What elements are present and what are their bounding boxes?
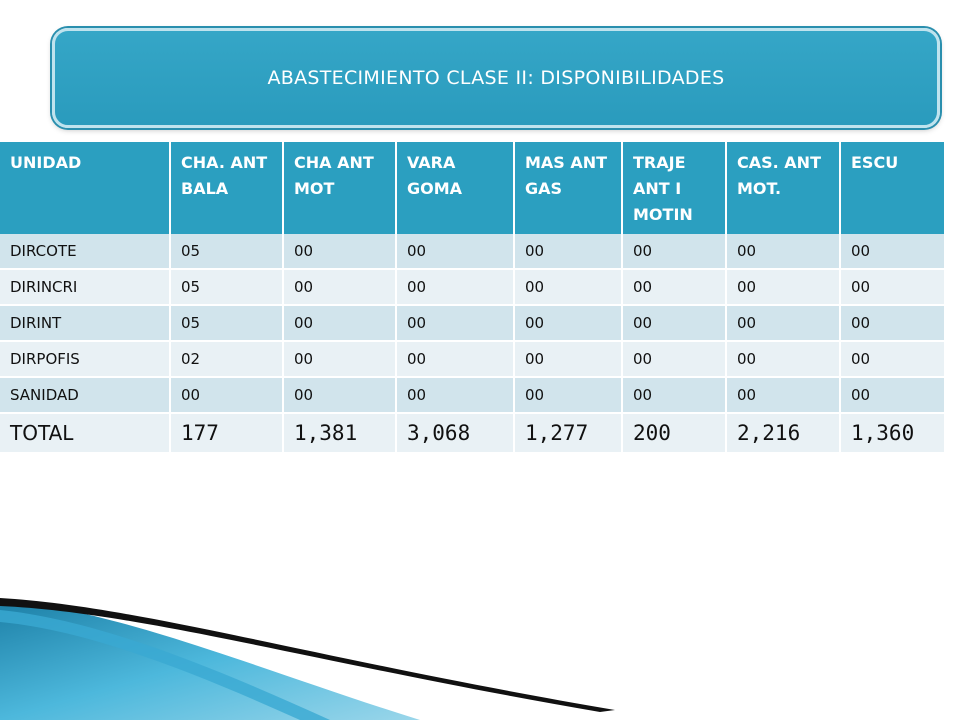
value-cell: 00: [283, 341, 396, 377]
table-row: [0, 269, 944, 305]
header-cell-escu: ESCU: [840, 142, 944, 234]
value-cell: 00: [622, 269, 726, 305]
total-value: 3,068: [396, 413, 514, 453]
value-cell: 00: [283, 377, 396, 413]
value-cell: 00: [840, 269, 944, 305]
value-cell: 00: [514, 234, 622, 269]
unit-cell: DIRPOFIS: [0, 341, 170, 377]
value-cell: 00: [514, 305, 622, 341]
total-value: 177: [170, 413, 283, 453]
header-cell-vara-goma: VARA GOMA: [396, 142, 514, 234]
value-cell: 00: [622, 234, 726, 269]
title-banner: [52, 28, 940, 128]
value-cell: 00: [283, 234, 396, 269]
value-cell: 00: [726, 341, 840, 377]
value-cell: 00: [396, 269, 514, 305]
table-row: [0, 377, 944, 413]
value-cell: 00: [514, 377, 622, 413]
table-row: [0, 234, 944, 269]
table-row: [0, 341, 944, 377]
total-value: 2,216: [726, 413, 840, 453]
table-row: [0, 305, 944, 341]
header-row: [0, 142, 944, 234]
value-cell: 00: [726, 377, 840, 413]
value-cell: 05: [170, 305, 283, 341]
decorative-swoosh: [0, 560, 620, 720]
unit-cell: DIRINCRI: [0, 269, 170, 305]
availability-table: [0, 142, 944, 454]
value-cell: 00: [283, 269, 396, 305]
value-cell: 00: [396, 305, 514, 341]
value-cell: 00: [622, 305, 726, 341]
header-cell-traje-ant-motin: TRAJE ANT I MOTIN: [622, 142, 726, 234]
value-cell: 00: [840, 305, 944, 341]
header-cell-unidad: UNIDAD: [0, 142, 170, 234]
total-value: 200: [622, 413, 726, 453]
unit-cell: SANIDAD: [0, 377, 170, 413]
value-cell: 00: [840, 377, 944, 413]
value-cell: 00: [396, 341, 514, 377]
value-cell: 00: [840, 234, 944, 269]
value-cell: 00: [170, 377, 283, 413]
value-cell: 00: [622, 341, 726, 377]
value-cell: 00: [283, 305, 396, 341]
page-title: ABASTECIMIENTO CLASE II: DISPONIBILIDADES: [267, 67, 725, 89]
value-cell: 05: [170, 234, 283, 269]
total-value: 1,360: [840, 413, 944, 453]
unit-cell: DIRINT: [0, 305, 170, 341]
header-cell-cas-ant-mot: CAS. ANT MOT.: [726, 142, 840, 234]
header-cell-cha-ant-mot: CHA ANT MOT: [283, 142, 396, 234]
total-value: 1,381: [283, 413, 396, 453]
total-row: [0, 413, 944, 453]
header-cell-cha-ant-bala: CHA. ANT BALA: [170, 142, 283, 234]
total-label: TOTAL: [0, 413, 170, 453]
value-cell: 00: [396, 377, 514, 413]
value-cell: 00: [396, 234, 514, 269]
value-cell: 02: [170, 341, 283, 377]
unit-cell: DIRCOTE: [0, 234, 170, 269]
total-value: 1,277: [514, 413, 622, 453]
value-cell: 00: [514, 269, 622, 305]
value-cell: 00: [726, 305, 840, 341]
value-cell: 00: [840, 341, 944, 377]
header-cell-mas-ant-gas: MAS ANT GAS: [514, 142, 622, 234]
value-cell: 00: [622, 377, 726, 413]
swoosh-blue-shape: [0, 600, 420, 720]
value-cell: 00: [726, 269, 840, 305]
value-cell: 00: [514, 341, 622, 377]
value-cell: 05: [170, 269, 283, 305]
value-cell: 00: [726, 234, 840, 269]
